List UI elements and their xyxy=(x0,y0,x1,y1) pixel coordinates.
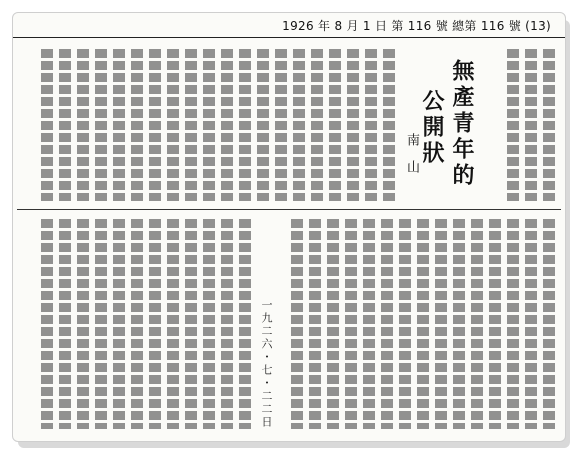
newspaper-page xyxy=(12,12,566,442)
text-column xyxy=(543,49,555,201)
text-column xyxy=(221,219,233,429)
text-column xyxy=(363,219,375,429)
text-column xyxy=(399,219,411,429)
text-column xyxy=(77,49,89,201)
text-column xyxy=(59,219,71,429)
text-column xyxy=(203,219,215,429)
masthead xyxy=(13,13,565,38)
text-column xyxy=(77,219,89,429)
text-column xyxy=(309,219,321,429)
text-column xyxy=(131,219,143,429)
text-column xyxy=(113,49,125,201)
text-column xyxy=(41,219,53,429)
section-divider xyxy=(17,209,561,210)
text-column xyxy=(347,49,359,201)
article-author: 南山 xyxy=(404,133,419,187)
title-line-2: 公開狀 xyxy=(419,89,445,167)
text-column xyxy=(381,219,393,429)
text-column xyxy=(59,49,71,201)
text-column xyxy=(507,49,519,201)
text-column xyxy=(329,49,341,201)
text-column xyxy=(239,49,251,201)
text-column xyxy=(167,219,179,429)
text-column xyxy=(345,219,357,429)
text-column xyxy=(453,219,465,429)
text-column xyxy=(239,219,251,429)
title-line-1: 無產青年的 xyxy=(449,59,475,189)
article-date: 一九二六・七・二二日 xyxy=(260,299,273,429)
text-column xyxy=(471,219,483,429)
text-column xyxy=(383,49,395,201)
text-column xyxy=(149,49,161,201)
issue-line: 1926 年 8 月 1 日 第 116 號 總第 116 號 (13) xyxy=(282,19,551,33)
text-column xyxy=(525,219,537,429)
text-column xyxy=(507,219,519,429)
text-column xyxy=(489,219,501,429)
text-column xyxy=(221,49,233,201)
text-column xyxy=(185,49,197,201)
text-column xyxy=(435,219,447,429)
text-column xyxy=(365,49,377,201)
text-column xyxy=(167,49,179,201)
text-column xyxy=(293,49,305,201)
text-column xyxy=(185,219,197,429)
text-column xyxy=(525,49,537,201)
text-column xyxy=(131,49,143,201)
text-column xyxy=(291,219,303,429)
text-column xyxy=(113,219,125,429)
text-column xyxy=(543,219,555,429)
text-column xyxy=(95,49,107,201)
text-column xyxy=(327,219,339,429)
text-column xyxy=(311,49,323,201)
text-column xyxy=(203,49,215,201)
text-column xyxy=(95,219,107,429)
text-column xyxy=(417,219,429,429)
article-title xyxy=(404,49,489,199)
text-column xyxy=(149,219,161,429)
text-column xyxy=(275,49,287,201)
text-column xyxy=(257,49,269,201)
text-column xyxy=(41,49,53,201)
